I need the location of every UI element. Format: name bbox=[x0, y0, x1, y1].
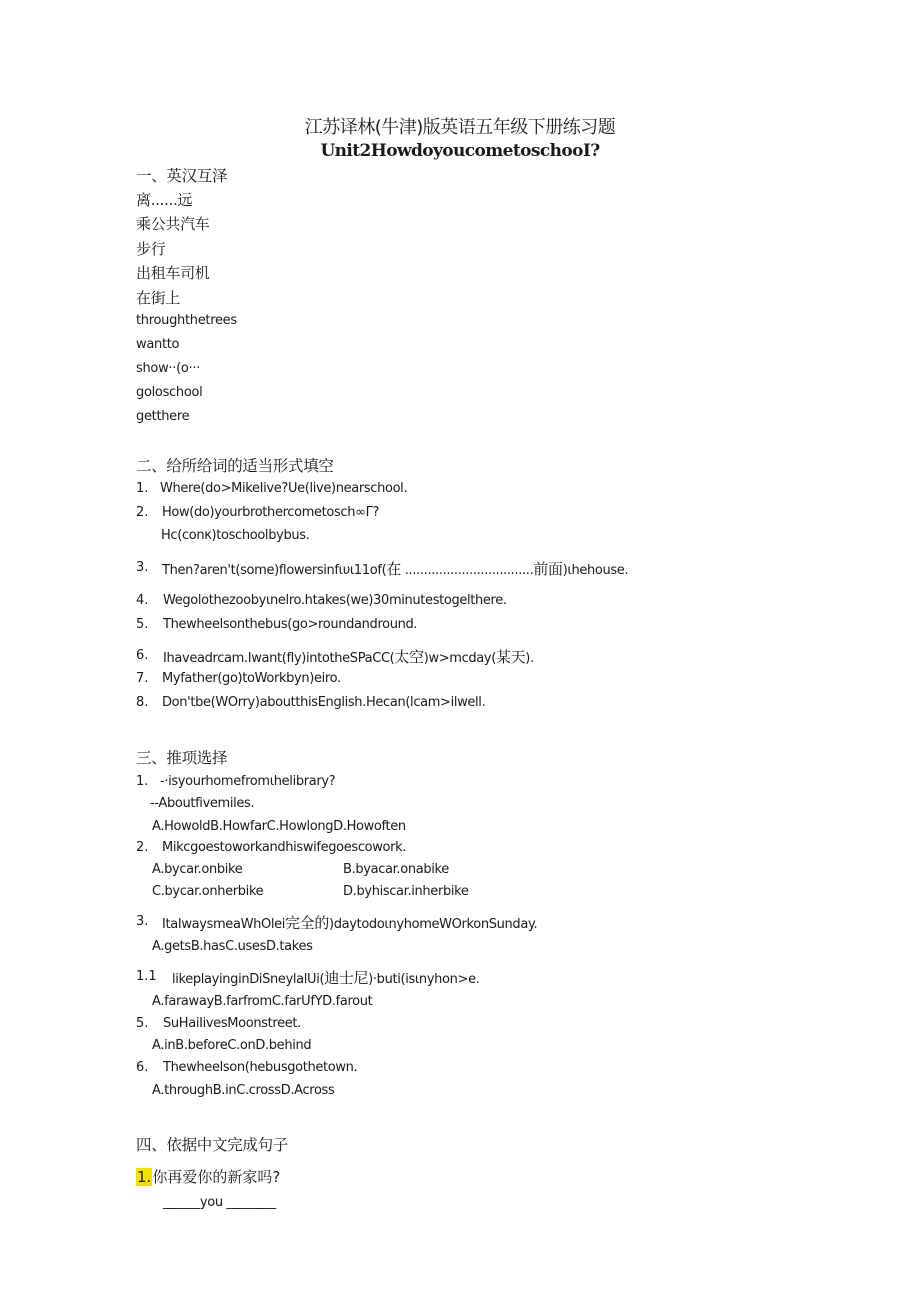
answer-options: A.throughB.inC.crossD.Across bbox=[152, 1083, 335, 1098]
vocab-item: 离......远 bbox=[136, 191, 193, 209]
page-title-chinese: 江苏译林(牛津)版英语五年级下册练习题 bbox=[304, 117, 616, 138]
question-text: Wegolothezoobyιnelro.htakes(we)30minutestogelthere. bbox=[163, 593, 507, 608]
question-number-highlighted: 1. bbox=[137, 1168, 152, 1186]
question-text: Myfather(go)toWorkbyn)eiro. bbox=[162, 671, 341, 686]
question-text: SuHaiIivesMoonstreet. bbox=[163, 1016, 301, 1031]
vocab-item: getthere bbox=[136, 409, 190, 424]
question-text bbox=[163, 646, 534, 667]
vocab-item: show··(o··· bbox=[136, 361, 200, 376]
question-number: 2. bbox=[136, 840, 149, 855]
chinese-hint: 前面 bbox=[533, 560, 563, 578]
question-text: Where(do>MikeIive?Ue(live)nearschool. bbox=[160, 481, 408, 496]
blank-dots: .................................. bbox=[400, 563, 534, 578]
question-number: 3. bbox=[136, 914, 149, 929]
question-text-part: likeplayinginDiSneylalUi( bbox=[172, 972, 325, 987]
question-text: How(do)yourbrothercometosch∞Γ? bbox=[162, 505, 380, 520]
question-line bbox=[136, 1166, 280, 1187]
question-text bbox=[162, 558, 628, 579]
question-text: Thewheelson(hebusgothetown. bbox=[163, 1060, 358, 1075]
vocab-item: 在街上 bbox=[136, 289, 181, 307]
question-number: 1.1 bbox=[136, 969, 157, 984]
chinese-hint: 太空 bbox=[394, 648, 424, 666]
answer-text: --Aboutfivemiles. bbox=[150, 796, 255, 811]
answer-blank-line[interactable]: ______you ________ bbox=[163, 1195, 276, 1210]
section3-heading: 三、推项选择 bbox=[136, 749, 228, 767]
chinese-hint: 某天 bbox=[495, 648, 526, 666]
question-number: 3. bbox=[136, 560, 149, 575]
question-text-part: Then?aren't(some)flowersinfιυι11of( bbox=[162, 563, 387, 578]
section4-heading: 四、依据中文完成句子 bbox=[136, 1136, 289, 1154]
chinese-hint: 完全的 bbox=[285, 914, 329, 932]
answer-option-a: A.bycar.onbike bbox=[152, 862, 243, 877]
answer-options: A.inB.beforeC.onD.behind bbox=[152, 1038, 312, 1053]
question-number: 4. bbox=[136, 593, 149, 608]
question-number: 8. bbox=[136, 695, 149, 710]
answer-options: A.HowoldB.HowfarC.HowlongD.Howoften bbox=[152, 819, 406, 834]
chinese-hint: 在 bbox=[386, 560, 401, 578]
question-text-part: )w>mcday( bbox=[423, 651, 496, 666]
question-text bbox=[162, 912, 537, 933]
question-number: 2. bbox=[136, 505, 149, 520]
answer-option-b: B.byacar.onabike bbox=[343, 862, 449, 877]
question-number: 1. bbox=[136, 774, 149, 789]
question-text-part: )daytodoιnyhomeWOrkonSunday. bbox=[328, 917, 538, 932]
question-number: 6. bbox=[136, 648, 149, 663]
question-text: Don'tbe(WOrry)aboutthisEnglish.Hecan(lcam>ilwell. bbox=[162, 695, 486, 710]
question-text-part: ). bbox=[525, 651, 534, 666]
question-text-part: Ihaveadrcam.Iwant(fly)intotheSPaCC( bbox=[163, 651, 395, 666]
vocab-item: throughthetrees bbox=[136, 313, 237, 328]
page-title-english: Unit2HowdoyoucometoschooI? bbox=[320, 141, 600, 161]
answer-option-d: D.byhiscar.inherbike bbox=[343, 884, 469, 899]
section2-heading: 二、给所给词的适当形式填空 bbox=[136, 457, 334, 475]
question-text-part: ItaIwaysmeaWhOlei bbox=[162, 917, 286, 932]
section1-heading: 一、英汉互泽 bbox=[136, 167, 228, 185]
question-number: 5. bbox=[136, 1016, 149, 1031]
question-number: 7. bbox=[136, 671, 149, 686]
vocab-item: 出租车司机 bbox=[136, 264, 210, 282]
vocab-item: 步行 bbox=[136, 240, 166, 258]
question-text-part: )ιhehouse. bbox=[562, 563, 629, 578]
vocab-item: wantto bbox=[136, 337, 180, 352]
question-text-continued: Hc(conκ)toschoolbybus. bbox=[161, 528, 310, 543]
question-text: Thewheelsonthebus(go>roundandround. bbox=[163, 617, 418, 632]
answer-option-c: C.bycar.onherbike bbox=[152, 884, 264, 899]
question-number: 1. bbox=[136, 481, 149, 496]
vocab-item: goloschool bbox=[136, 385, 203, 400]
vocab-item: 乘公共汽车 bbox=[136, 215, 210, 233]
question-text: -·isyourhomefromιhelibrary? bbox=[160, 774, 336, 789]
answer-options: A.farawayB.farfromC.farUfYD.farout bbox=[152, 994, 373, 1009]
question-number: 6. bbox=[136, 1060, 149, 1075]
question-text bbox=[172, 967, 480, 988]
question-text-part: )·buti(isιnyhon>e. bbox=[368, 972, 480, 987]
question-text: 你再爱你的新家吗? bbox=[152, 1168, 281, 1186]
question-number: 5. bbox=[136, 617, 149, 632]
question-text: Mikcgoestoworkandhiswifegoescowork. bbox=[162, 840, 407, 855]
chinese-hint: 迪士尼 bbox=[324, 969, 369, 987]
answer-options: A.getsB.hasC.usesD.takes bbox=[152, 939, 313, 954]
